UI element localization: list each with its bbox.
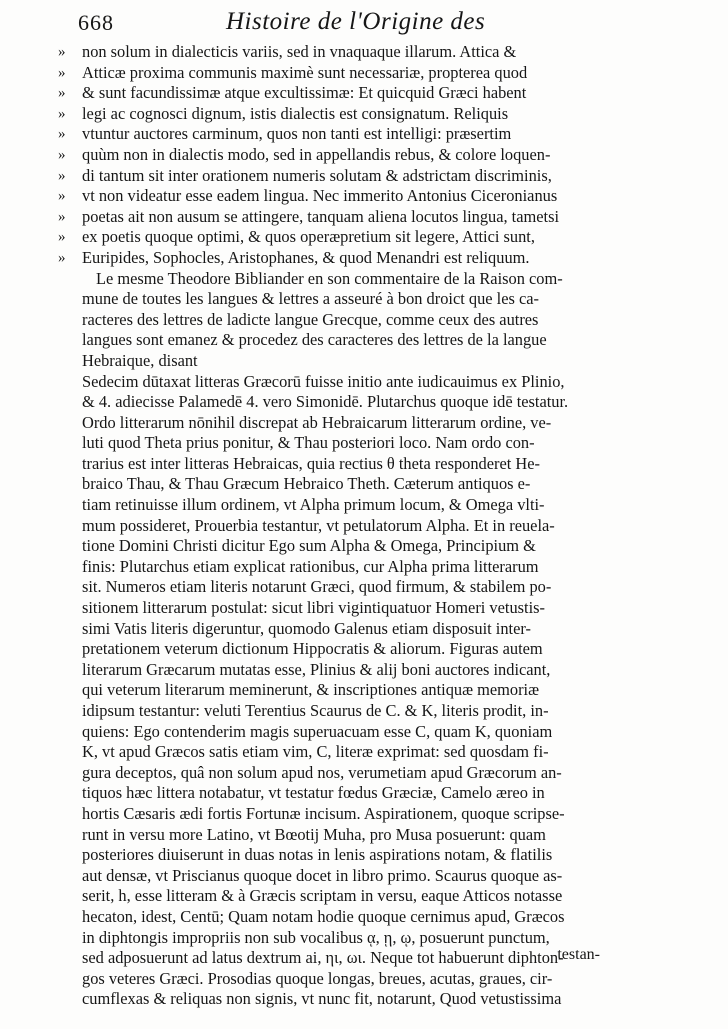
line-text: vtuntur auctores carminum, quos non tanti est intelligi: præsertim — [82, 124, 512, 144]
quote-mark: » — [58, 188, 66, 205]
text-line — [58, 351, 610, 372]
text-line — [58, 454, 610, 475]
text-line — [58, 557, 610, 578]
line-text: idipsum testantur: veluti Terentius Scaurus de C. & K, literis prodit, in- — [82, 701, 549, 720]
text-line — [58, 722, 610, 743]
line-text: vt non videatur esse eadem lingua. Nec immerito Antonius Ciceronianus — [82, 186, 558, 206]
line-text: K, vt apud Græcos satis etiam vim, C, literæ exprimat: sed quosdam fi- — [82, 742, 549, 762]
line-text: poetas ait non ausum se attingere, tanquam aliena locutos lingua, tametsi — [82, 206, 560, 226]
text-line — [58, 269, 610, 290]
text-line — [58, 42, 610, 63]
quote-mark: » — [58, 249, 66, 266]
line-text: quiens: Ego contenderim magis superuacuam esse C, quam K, quoniam — [82, 721, 553, 741]
text-line — [58, 207, 610, 228]
line-text: Atticæ proxima communis maximè sunt necessariæ, propterea quod — [82, 62, 528, 82]
line-text: langues sont emanez & procedez des caracteres des lettres de la langue — [82, 330, 547, 350]
text-line — [58, 536, 610, 557]
text-line — [58, 907, 610, 928]
quote-mark: » — [58, 64, 66, 81]
line-text: sed adposuerunt ad latus dextrum ai, ηι, ωι. Neque tot habuerunt diphton- — [82, 948, 564, 968]
quote-mark: » — [58, 167, 66, 184]
line-text: trarius est inter litteras Hebraicas, quia rectius θ theta responderet He- — [82, 453, 540, 473]
text-line — [58, 845, 610, 866]
text-line — [58, 886, 610, 907]
line-text: hecaton, idest, Centū; Quam notam hodie quoque cernimus apud, Græcos — [82, 906, 565, 926]
line-text: legi ac cognosci dignum, istis dialectis est consignatum. Reliquis — [82, 103, 509, 123]
line-text: braico Thau, & Thau Græcum Hebraico Theth. Cæterum antiquos e- — [82, 474, 531, 494]
text-line — [58, 248, 610, 269]
running-title: Histoire de l'Origine des — [226, 8, 486, 35]
line-text: non solum in dialecticis variis, sed in vnaquaque illarum. Attica & — [82, 42, 517, 61]
text-line — [58, 969, 610, 990]
page-header — [78, 6, 638, 40]
quote-mark: » — [58, 229, 66, 246]
text-line — [58, 495, 610, 516]
line-text: quùm non in dialectis modo, sed in appellandis rebus, & colore loquen- — [82, 144, 551, 164]
line-text: Le mesme Theodore Bibliander en son commentaire de la Raison com- — [96, 268, 563, 288]
text-line — [58, 63, 610, 84]
line-text: posteriores diuiserunt in duas notas in lenis aspirations notam, & flatilis — [82, 845, 553, 865]
text-line — [58, 804, 610, 825]
text-line — [58, 166, 610, 187]
line-text: di tantum sit inter orationem numeris solutam & adstrictam discriminis, — [82, 165, 552, 185]
line-text: pretationem veterum dictionum Hippocratis & aliorum. Figuras autem — [82, 639, 543, 659]
quote-mark: » — [58, 146, 66, 163]
line-text: & 4. adiecisse Palamedē 4. vero Simonidē. Plutarchus quoque idē testatur. — [82, 392, 569, 412]
line-text: mum possideret, Prouerbia testantur, vt petulatorum Alpha. Et in reuela- — [82, 515, 555, 535]
text-line — [58, 763, 610, 784]
quote-mark: » — [58, 105, 66, 122]
line-text: finis: Plutarchus etiam explicat rationibus, cur Alpha prima litterarum — [82, 556, 539, 576]
quote-mark: » — [58, 208, 66, 225]
text-line — [58, 619, 610, 640]
text-line — [58, 948, 610, 969]
text-line — [58, 124, 610, 145]
line-text: runt in versu more Latino, vt Bœotij Muha, pro Musa posuerunt: quam — [82, 824, 546, 844]
line-text: hortis Cæsaris ædi fortis Fortunæ incisum. Aspirationem, quoque scripse- — [82, 803, 565, 823]
text-line — [58, 186, 610, 207]
line-text: gura deceptos, quâ non solum apud nos, verumetiam apud Græcorum an- — [82, 762, 562, 782]
body-text — [58, 42, 610, 1010]
text-line — [58, 83, 610, 104]
line-text: tiam retinuisse illum ordinem, vt Alpha primum locum, & Omega vlti- — [82, 495, 545, 515]
line-text: luti quod Theta prius ponitur, & Thau posteriori loco. Nam ordo con- — [82, 433, 535, 453]
text-line — [58, 330, 610, 351]
text-line — [58, 598, 610, 619]
text-line — [58, 825, 610, 846]
line-text: simi Vatis literis digeruntur, quomodo Galenus etiam disposuit inter- — [82, 618, 531, 638]
line-text: literarum Græcarum mutatas esse, Plinius & alij boni auctores indicant, — [82, 659, 551, 679]
line-text: qui veterum literarum meminerunt, & inscriptiones antiquæ memoriæ — [82, 680, 540, 700]
text-line — [58, 742, 610, 763]
text-line — [58, 701, 610, 722]
text-line — [58, 660, 610, 681]
line-text: racteres des lettres de ladicte langue Grecque, comme ceux des autres — [82, 309, 539, 329]
line-text: aut densæ, vt Priscianus quoque docet in libro primo. Scaurus quoque as- — [82, 865, 563, 885]
text-line — [58, 227, 610, 248]
line-text: Euripides, Sophocles, Aristophanes, & quod Menandri est reliquum. — [82, 247, 530, 267]
text-line — [58, 372, 610, 393]
text-line — [58, 928, 610, 949]
quote-mark: » — [58, 126, 66, 143]
page-number: 668 — [78, 10, 114, 35]
text-line — [58, 866, 610, 887]
line-text: gos veteres Græci. Prosodias quoque longas, breues, acutas, graues, cir- — [82, 968, 553, 988]
line-text: tiquos hæc littera notabatur, vt testatur fœdus Græciæ, Camelo æreo in — [82, 783, 545, 803]
quote-mark: » — [58, 85, 66, 102]
text-line — [58, 989, 610, 1010]
text-line — [58, 783, 610, 804]
text-line — [58, 104, 610, 125]
text-line — [58, 516, 610, 537]
line-text: serit, h, esse litteram & à Græcis scriptam in versu, eaque Atticos notasse — [82, 886, 563, 906]
text-line — [58, 413, 610, 434]
text-line — [58, 474, 610, 495]
line-text: Sedecim dūtaxat litteras Græcorū fuisse initio ante iudicauimus ex Plinio, — [82, 371, 565, 391]
text-line — [58, 433, 610, 454]
text-line — [58, 289, 610, 310]
line-text: Ordo litterarum nōnihil discrepat ab Hebraicarum litterarum ordine, ve- — [82, 412, 552, 432]
line-text: Hebraique, disant — [82, 350, 198, 370]
line-text: mune de toutes les langues & lettres a asseuré à bon droict que les ca- — [82, 289, 539, 309]
text-line — [58, 392, 610, 413]
line-text: sit. Numeros etiam literis notarunt Græci, quod firmum, & stabilem po- — [82, 577, 552, 597]
line-text: tione Domini Christi dicitur Ego sum Alpha & Omega, Principium & — [82, 536, 536, 556]
text-line — [58, 639, 610, 660]
line-text: & sunt facundissimæ atque excultissimæ: Et quicquid Græci habent — [82, 83, 527, 103]
line-text: in diphtongis impropriis non sub vocalibus ᾳ, ῃ, ῳ, posuerunt punctum, — [82, 927, 550, 947]
text-line — [58, 145, 610, 166]
line-text: ex poetis quoque optimi, & quos operæpretium sit legere, Attici sunt, — [82, 227, 535, 247]
text-line — [58, 680, 610, 701]
text-line — [58, 577, 610, 598]
text-line — [58, 310, 610, 331]
quote-mark: » — [58, 44, 66, 60]
catchword: testan- — [557, 946, 600, 963]
line-text: sitionem litterarum postulat: sicut libri vigintiquatuor Homeri vetustis- — [82, 598, 545, 618]
line-text: cumflexas & reliquas non signis, vt nunc fit, notarunt, Quod vetustissima — [82, 989, 562, 1009]
